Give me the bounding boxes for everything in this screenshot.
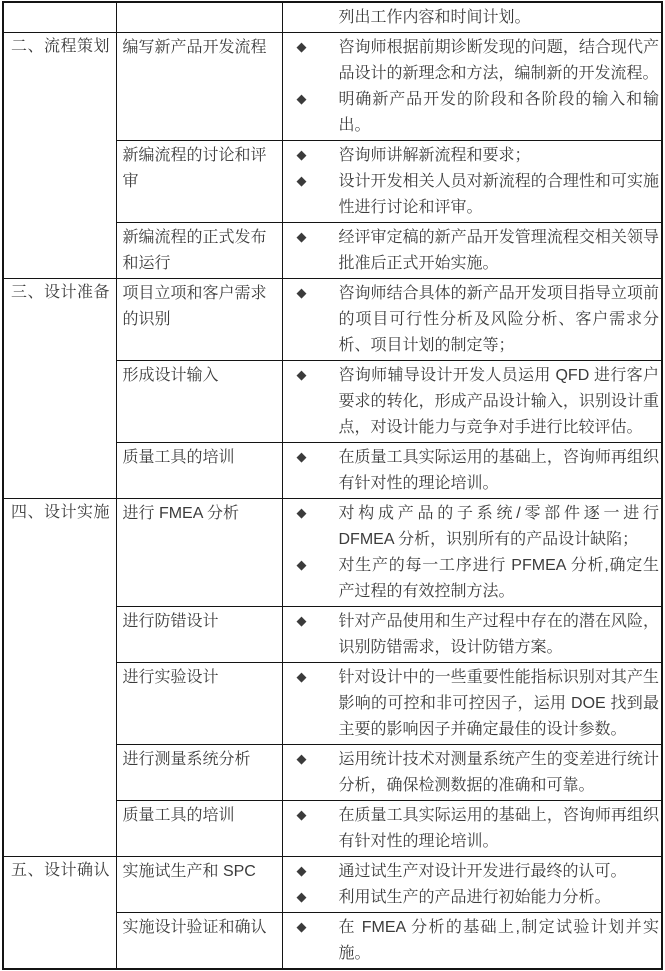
detail-item bbox=[283, 859, 660, 885]
phase-cell: 二、流程策划 bbox=[3, 33, 116, 279]
detail-item bbox=[283, 225, 660, 277]
detail-cell bbox=[282, 663, 662, 745]
detail-cell bbox=[282, 913, 662, 970]
diamond-bullet-icon: ◆ bbox=[296, 39, 307, 54]
detail-text: 在质量工具实际运用的基础上，咨询师再组织有针对性的理论培训。 bbox=[338, 807, 659, 850]
detail-cell bbox=[282, 607, 662, 663]
detail-text: 列出工作内容和时间计划。 bbox=[338, 9, 531, 26]
detail-item bbox=[283, 747, 660, 799]
task-cell: 进行 FMEA 分析 bbox=[116, 499, 282, 607]
detail-cell bbox=[282, 443, 662, 499]
detail-cell bbox=[282, 2, 662, 33]
diamond-bullet-icon: ◆ bbox=[296, 91, 307, 106]
detail-item bbox=[283, 35, 660, 87]
diamond-bullet-icon: ◆ bbox=[296, 613, 307, 628]
table-row bbox=[3, 2, 662, 33]
detail-cell bbox=[282, 223, 662, 279]
detail-text: 咨询师根据前期诊断发现的问题，结合现代产品设计的新理念和方法，编制新的开发流程。 bbox=[338, 39, 659, 82]
detail-text: 运用统计技术对测量系统产生的变差进行统计分析，确保检测数据的准确和可靠。 bbox=[338, 751, 659, 794]
task-cell: 进行防错设计 bbox=[116, 607, 282, 663]
diamond-bullet-icon: ◆ bbox=[296, 367, 307, 382]
detail-cell bbox=[282, 745, 662, 801]
detail-item bbox=[283, 5, 660, 31]
task-cell: 项目立项和客户需求的识别 bbox=[116, 279, 282, 361]
detail-text: 经评审定稿的新产品开发管理流程交相关领导批准后正式开始实施。 bbox=[338, 229, 659, 272]
process-plan-table bbox=[2, 1, 663, 970]
detail-cell bbox=[282, 279, 662, 361]
task-cell: 实施试生产和 SPC bbox=[116, 857, 282, 913]
diamond-bullet-icon: ◆ bbox=[296, 919, 307, 934]
diamond-bullet-icon: ◆ bbox=[296, 173, 307, 188]
diamond-bullet-icon: ◆ bbox=[296, 505, 307, 520]
detail-text: 咨询师讲解新流程和要求； bbox=[338, 147, 531, 164]
diamond-bullet-icon: ◆ bbox=[296, 229, 307, 244]
task-cell bbox=[116, 2, 282, 33]
task-cell: 新编流程的正式发布和运行 bbox=[116, 223, 282, 279]
task-cell: 进行实验设计 bbox=[116, 663, 282, 745]
detail-text: 利用试生产的产品进行初始能力分析。 bbox=[338, 889, 611, 906]
diamond-bullet-icon: ◆ bbox=[296, 449, 307, 464]
detail-item bbox=[283, 553, 660, 605]
task-cell: 形成设计输入 bbox=[116, 361, 282, 443]
detail-text: 在质量工具实际运用的基础上，咨询师再组织有针对性的理论培训。 bbox=[338, 449, 659, 492]
detail-item bbox=[283, 803, 660, 855]
detail-text: 通过试生产对设计开发进行最终的认可。 bbox=[338, 863, 627, 880]
detail-cell bbox=[282, 499, 662, 607]
task-cell: 质量工具的培训 bbox=[116, 443, 282, 499]
detail-text: 设计开发相关人员对新流程的合理性和可实施性进行讨论和评审。 bbox=[338, 173, 659, 216]
detail-item bbox=[283, 501, 660, 553]
diamond-bullet-icon: ◆ bbox=[296, 751, 307, 766]
detail-cell bbox=[282, 801, 662, 857]
table-row bbox=[3, 499, 662, 607]
detail-item bbox=[283, 281, 660, 359]
detail-item bbox=[283, 169, 660, 221]
detail-text: 咨询师辅导设计开发人员运用 QFD 进行客户要求的转化，形成产品设计输入，识别设计重点，对设计能力与竞争对手进行比较评估。 bbox=[338, 367, 659, 436]
detail-cell bbox=[282, 361, 662, 443]
detail-text: 对构成产品的子系统/零部件逐一进行 DFMEA 分析，识别所有的产品设计缺陷； bbox=[338, 505, 659, 548]
detail-item bbox=[283, 609, 660, 661]
phase-cell: 三、设计准备 bbox=[3, 279, 116, 499]
detail-item bbox=[283, 363, 660, 441]
diamond-bullet-icon: ◆ bbox=[296, 669, 307, 684]
diamond-bullet-icon: ◆ bbox=[296, 807, 307, 822]
detail-item bbox=[283, 87, 660, 139]
diamond-bullet-icon: ◆ bbox=[296, 285, 307, 300]
diamond-bullet-icon: ◆ bbox=[296, 557, 307, 572]
detail-text: 明确新产品开发的阶段和各阶段的输入和输出。 bbox=[338, 91, 659, 134]
detail-text: 针对设计中的一些重要性能指标识别对其产生影响的可控和非可控因子，运用 DOE 找到最主要的影响因子并确定最佳的设计参数。 bbox=[338, 669, 659, 738]
phase-cell: 五、设计确认 bbox=[3, 857, 116, 970]
table-row bbox=[3, 33, 662, 141]
detail-item bbox=[283, 445, 660, 497]
table-row bbox=[3, 279, 662, 361]
detail-item bbox=[283, 915, 660, 967]
detail-text: 针对产品使用和生产过程中存在的潜在风险，识别防错需求，设计防错方案。 bbox=[338, 613, 659, 656]
process-table-body bbox=[3, 2, 662, 969]
detail-item bbox=[283, 885, 660, 911]
task-cell: 新编流程的讨论和评审 bbox=[116, 141, 282, 223]
detail-cell bbox=[282, 857, 662, 913]
diamond-bullet-icon: ◆ bbox=[296, 863, 307, 878]
detail-item bbox=[283, 665, 660, 743]
diamond-bullet-icon: ◆ bbox=[296, 889, 307, 904]
detail-cell bbox=[282, 141, 662, 223]
task-cell: 编写新产品开发流程 bbox=[116, 33, 282, 141]
table-row bbox=[3, 857, 662, 913]
detail-text: 在 FMEA 分析的基础上,制定试验计划并实施。 bbox=[338, 919, 659, 962]
task-cell: 进行测量系统分析 bbox=[116, 745, 282, 801]
detail-text: 对生产的每一工序进行 PFMEA 分析,确定生产过程的有效控制方法。 bbox=[338, 557, 659, 600]
detail-cell bbox=[282, 33, 662, 141]
task-cell: 质量工具的培训 bbox=[116, 801, 282, 857]
phase-cell bbox=[3, 2, 116, 33]
phase-cell: 四、设计实施 bbox=[3, 499, 116, 857]
detail-item bbox=[283, 143, 660, 169]
diamond-bullet-icon: ◆ bbox=[296, 147, 307, 162]
task-cell: 实施设计验证和确认 bbox=[116, 913, 282, 970]
detail-text: 咨询师结合具体的新产品开发项目指导立项前的项目可行性分析及风险分析、客户需求分析、项目计划的制定等； bbox=[338, 285, 659, 354]
